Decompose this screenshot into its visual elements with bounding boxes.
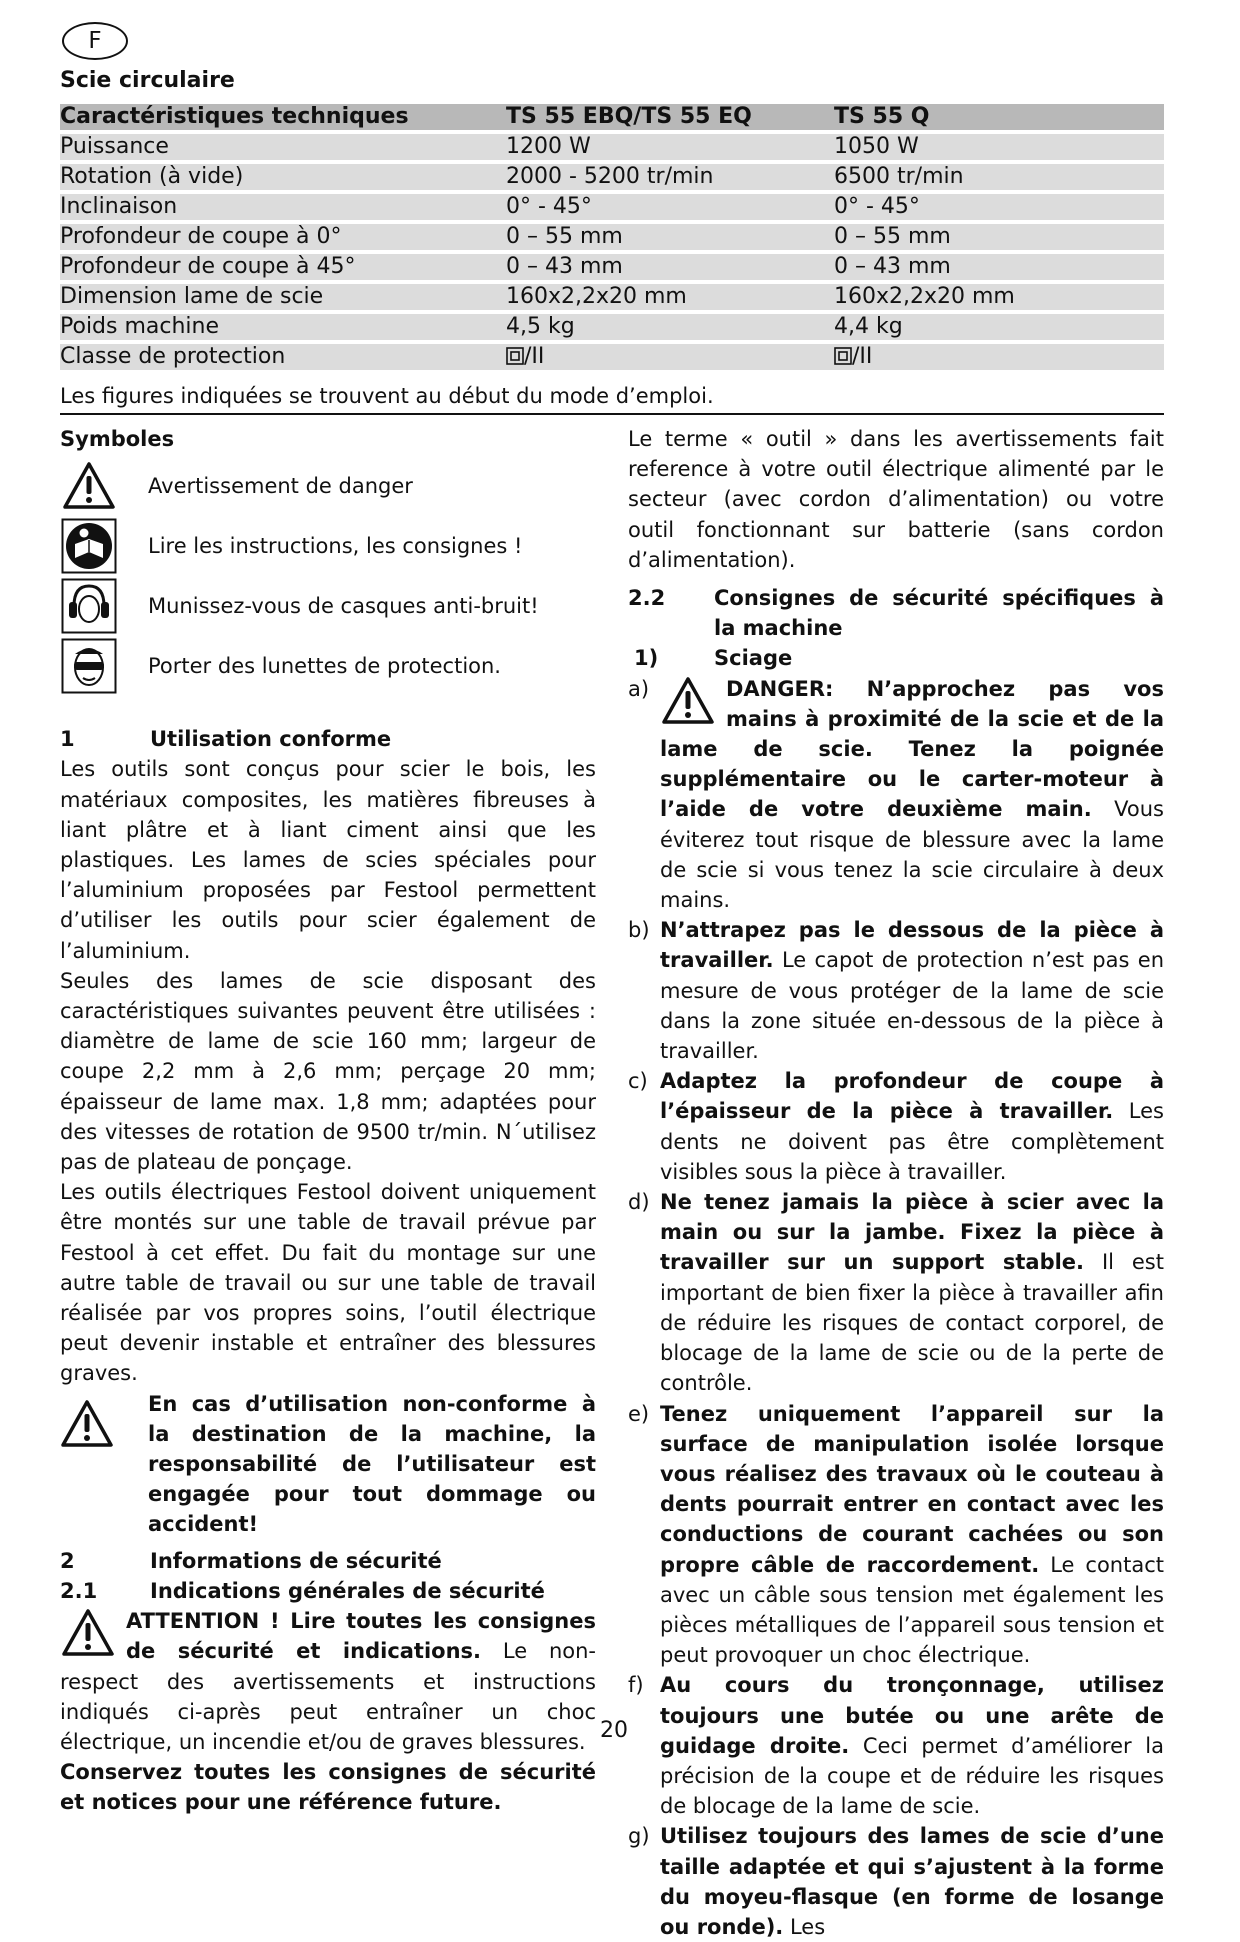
language-badge: F: [62, 22, 128, 60]
table-cell: Profondeur de coupe à 45°: [60, 254, 506, 280]
section-1-heading: 1 Utilisation conforme: [60, 727, 392, 752]
section-2-2-heading: 2.2 Consignes de sécurité spécifiques à la machine: [628, 586, 1164, 641]
table-cell: 0 – 43 mm: [834, 254, 1164, 280]
header-cell: TS 55 Q: [834, 104, 1164, 130]
table-cell: 0° - 45°: [506, 194, 834, 220]
spec-table: [60, 100, 1164, 374]
ear-protection-icon: [60, 577, 118, 635]
section-2-1-heading: 2.1 Indications générales de sécurité: [60, 1578, 545, 1603]
table-row: [60, 314, 1164, 340]
page-title: Scie circulaire: [60, 68, 235, 93]
table-cell: 4,5 kg: [506, 314, 834, 340]
subsection-heading: 1) Sciage: [634, 646, 793, 671]
table-cell: Rotation (à vide): [60, 164, 506, 190]
table-cell: 4,4 kg: [834, 314, 1164, 340]
page-number: 20: [600, 1718, 628, 1743]
intro-paragraph: Le terme « outil » dans les avertissements fait reference à votre outil électrique alimenté par le secteur (avec cordon d’alimentation) ou votre outil fonctionnant sur batterie (sans cordon d’alimentation).: [628, 427, 1164, 572]
list-item: e) Tenez uniquement l’appareil sur la surface de manipulation isolée lorsque vous réalisez des travaux où le couteau à dents pourrait entrer en contact avec les conductions de courant cachées ou son propre câble de raccordement. Le contact avec un câble sous tension met également les pièces métalliques de l’appareil sous tension et peut provoquer un choc électrique.: [628, 1401, 1164, 1668]
table-cell: Dimension lame de scie: [60, 284, 506, 310]
table-cell: 160x2,2x20 mm: [506, 284, 834, 310]
table-cell: Profondeur de coupe à 0°: [60, 224, 506, 250]
table-row: [60, 134, 1164, 160]
warning-icon: [60, 1608, 116, 1658]
table-row: [60, 284, 1164, 310]
header-cell: Caractéristiques techniques: [60, 104, 506, 130]
right-column: [628, 424, 1164, 1942]
section-1-paragraph: Seules des lames de scie disposant des caractéristiques suivantes peuvent être utilisées : diamètre de lame de scie 160 mm; largeur de coupe 2,2 mm à 2,6 mm; perçage 20 mm; épaisseur de lame max. 1,8 mm; adaptées pour des vitesses de rotation de 9500 tr/min. N´utilisez pas de plateau de ponçage.: [60, 968, 596, 1175]
table-cell: Inclinaison: [60, 194, 506, 220]
section-2-heading: 2 Informations de sécurité: [60, 1548, 442, 1573]
table-cell: 160x2,2x20 mm: [834, 284, 1164, 310]
symbol-label: Porter des lunettes de protection.: [148, 654, 501, 679]
symbol-label: Avertissement de danger: [148, 474, 413, 499]
list-item: d) Ne tenez jamais la pièce à scier avec la main ou sur la jambe. Fixez la pièce à travailler sur un support stable. Il est important de bien fixer la pièce à travailler afin de réduire les risques de contact corporel, de blocage de la lame de scie ou de la perte de contrôle.: [628, 1190, 1164, 1396]
protection-class-icon: [834, 347, 852, 365]
section-1-paragraph: Les outils sont conçus pour scier le bois, les matériaux composites, les matières fibreuses à liant plâtre et à liant ciment ainsi que les plastiques. Les lames de scies spéciales pour l’aluminium proposées par Festool permettent d’utiliser les outils pour scier également de l’aluminium.: [60, 757, 596, 963]
table-cell: Classe de protection: [60, 344, 506, 370]
table-cell: 1200 W: [506, 134, 834, 160]
table-cell: Puissance: [60, 134, 506, 160]
table-cell: 0 – 55 mm: [834, 224, 1164, 250]
header-cell: TS 55 EBQ/TS 55 EQ: [506, 104, 834, 130]
table-cell: /II: [834, 344, 1164, 370]
warning-icon: [60, 457, 118, 515]
symbol-label: Lire les instructions, les consignes !: [148, 534, 523, 559]
symbols-heading: Symboles: [60, 427, 175, 451]
table-cell: 1050 W: [834, 134, 1164, 160]
table-header-row: [60, 104, 1164, 130]
symbol-row: [60, 636, 596, 696]
protection-class-icon: [506, 347, 524, 365]
warning-icon: [60, 1389, 130, 1540]
left-column: [60, 424, 596, 1818]
list-item: a) DANGER: N’approchez pas vos mains à proximité de la scie et de la lame de scie. Tenez la poignée supplémentaire ou le carter-moteur à l’aide de votre deuxième main. Vous éviterez tout risque de blessure avec la lame de scie si vous tenez la scie circulaire à deux mains.: [628, 676, 1165, 913]
table-row: [60, 224, 1164, 250]
symbol-label: Munissez-vous de casques anti-bruit!: [148, 594, 539, 619]
table-cell: Poids machine: [60, 314, 506, 340]
warning-text: En cas d’utilisation non-conforme à la destination de la machine, la responsabilité de l’utilisateur est engagée pour tout dommage ou accident!: [148, 1391, 596, 1537]
list-item: g) Utilisez toujours des lames de scie d’une taille adaptée et qui s’ajustent à la forme du moyeu-flasque (en forme de losange ou ronde). Les: [628, 1824, 1164, 1939]
table-row: [60, 194, 1164, 220]
table-row: [60, 344, 1164, 370]
keep-instructions: Conservez toutes les consignes de sécurité et notices pour une référence future.: [60, 1760, 596, 1815]
read-manual-icon: [60, 517, 118, 575]
list-item: b) N’attrapez pas le dessous de la pièce à travailler. Le capot de protection n’est pas en mesure de vous protéger de la lame de scie dans la zone située en-dessous de la pièce à travailler.: [628, 918, 1164, 1064]
table-row: [60, 254, 1164, 280]
figures-note: Les figures indiquées se trouvent au début du mode d’emploi.: [60, 384, 714, 408]
warning-icon: [660, 676, 716, 726]
table-cell: 6500 tr/min: [834, 164, 1164, 190]
table-cell: 0 – 55 mm: [506, 224, 834, 250]
table-cell: 2000 - 5200 tr/min: [506, 164, 834, 190]
symbol-row: [60, 516, 596, 576]
list-item: c) Adaptez la profondeur de coupe à l’épaisseur de la pièce à travailler. Les dents ne doivent pas être complètement visibles sous la pièce à travailler.: [628, 1069, 1164, 1184]
symbol-row: [60, 576, 596, 636]
section-1-paragraph: Les outils électriques Festool doivent uniquement être montés sur une table de travail prévue par Festool à cet effet. Du fait du montage sur une autre table de travail ou sur une table de travail réalisée par vos propres soins, l’outil électrique peut devenir instable et entraîner des blessures graves.: [60, 1180, 596, 1386]
table-cell: 0 – 43 mm: [506, 254, 834, 280]
safety-glasses-icon: [60, 637, 118, 695]
table-cell: /II: [506, 344, 834, 370]
misuse-warning: [60, 1389, 596, 1540]
table-cell: 0° - 45°: [834, 194, 1164, 220]
symbol-row: [60, 456, 596, 516]
list-item: f) Au cours du tronçonnage, utilisez toujours une butée ou une arête de guidage droite. Ceci permet d’améliorer la précision de la coupe et de réduire les risques de blocage de la lame de scie.: [628, 1673, 1164, 1819]
divider: [60, 413, 1164, 415]
attention-paragraph: ATTENTION ! Lire toutes les consignes de sécurité et indications. Le non-respect des avertissements et instructions indiqués ci-après peut entraîner un choc électrique, un incendie et/ou de graves blessures.: [60, 1609, 596, 1754]
table-row: [60, 164, 1164, 190]
